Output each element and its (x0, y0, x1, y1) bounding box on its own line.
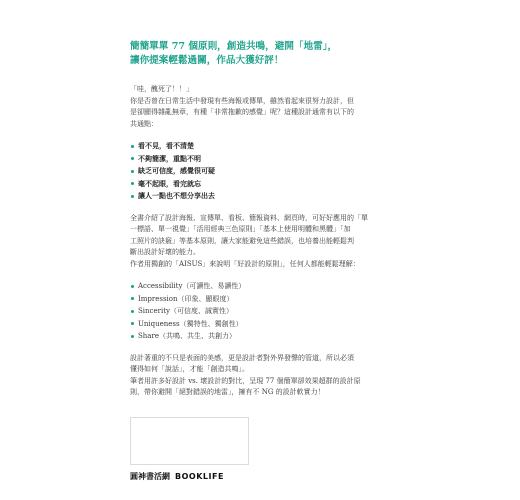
aisus-text: Share（共鳴、共生、共創力） (138, 332, 236, 340)
closing-line: 懂得如何「說話」，才能「創造共鳴」。 (130, 365, 249, 373)
intro-line: 共通點： (130, 119, 158, 128)
aisus-text: Impression（印象、顯眼度） (138, 294, 234, 303)
headline-line: 讓你提案輕鬆過關，作品大獲好評！ (130, 55, 284, 66)
problem-item (130, 165, 385, 178)
bullet-dot-icon (131, 297, 134, 300)
middle-line: 斷出設計好壞的能力。 (130, 248, 200, 256)
aisus-item (130, 280, 385, 293)
intro-paragraph (130, 84, 385, 130)
closing-line: 筆者用許多好設計 vs. 壞設計的對比，呈現 77 個簡單卻效果超群的設計原 (130, 376, 361, 385)
problem-item (130, 178, 385, 191)
footer-site-name: 圓神書活網 (130, 472, 170, 481)
footer-logo (130, 471, 224, 482)
aisus-text: Sincerity（可信度、誠實性） (138, 307, 233, 315)
intro-line: 是卻顯得雜亂無章，有種「非常拖歉的感覺」呢？這種設計通常有以下的 (130, 108, 354, 116)
bullet-dot-icon (131, 170, 134, 173)
middle-paragraph (130, 213, 385, 271)
headline-line: 簡簡單單 77 個原則，創造共鳴，避開「地雷」， (130, 41, 338, 52)
aisus-item (130, 330, 385, 343)
middle-line: 作者用獨創的「AISUS」來說明「好設計的原則」，任何人都能輕鬆理解： (130, 259, 360, 268)
bullet-dot-icon (131, 145, 134, 148)
product-description (130, 40, 385, 399)
aisus-list (130, 280, 385, 343)
middle-line: 工照片的訣竅」等基本原則，讓大家能避免這些錯誤，也培養出能輕鬆判 (130, 236, 354, 245)
problem-item (130, 190, 385, 203)
problem-text: 缺乏可信度，感覺很可疑 (138, 166, 215, 175)
problem-text: 不夠簡潔，重點不明 (138, 153, 201, 163)
intro-line: 你是否曾在日常生活中發現有些海報或傳單，雖然看起來很努力設計，但 (130, 96, 354, 105)
closing-paragraph (130, 353, 385, 399)
problem-text: 毫不起眼，看完就忘 (138, 178, 201, 188)
aisus-item (130, 293, 385, 306)
bullet-dot-icon (131, 335, 134, 338)
closing-line: 則，帶你避開「絕對錯誤的地雷」，擁有不 NG 的設計軟實力！ (130, 388, 325, 396)
aisus-text: Accessibility（可讀性、易讀性） (138, 282, 246, 290)
problem-item (130, 153, 385, 166)
closing-line: 設計著重的不只是表面的美感，更是設計者對外界發聲的管道，所以必須 (130, 353, 354, 362)
headline (130, 40, 385, 68)
middle-line: 全書介紹了設計海報、宣傳單、看板、簡報資料、網頁時，可好好應用的「單 (130, 213, 368, 222)
aisus-item (130, 305, 385, 318)
bullet-dot-icon (131, 322, 134, 325)
problem-list (130, 140, 385, 203)
footer-brand: BOOKLIFE (175, 472, 224, 481)
aisus-text: Uniqueness（獨特性、獨創性） (138, 319, 243, 328)
problem-item (130, 140, 385, 153)
bullet-dot-icon (131, 285, 134, 288)
bullet-dot-icon (131, 195, 134, 198)
intro-line: 「哇，醜死了！！」 (130, 85, 193, 93)
bullet-dot-icon (131, 182, 134, 185)
image-placeholder (130, 417, 249, 465)
problem-text: 讓人一點也不想分享出去 (138, 191, 215, 200)
problem-text: 看不見，看不清楚 (138, 141, 194, 150)
aisus-item (130, 318, 385, 331)
middle-line: 一標語、單一視覺」「活用經典三色原則」「基本上使用明體和黑體」「加 (130, 225, 351, 233)
bullet-dot-icon (131, 310, 134, 313)
bullet-dot-icon (131, 157, 134, 160)
